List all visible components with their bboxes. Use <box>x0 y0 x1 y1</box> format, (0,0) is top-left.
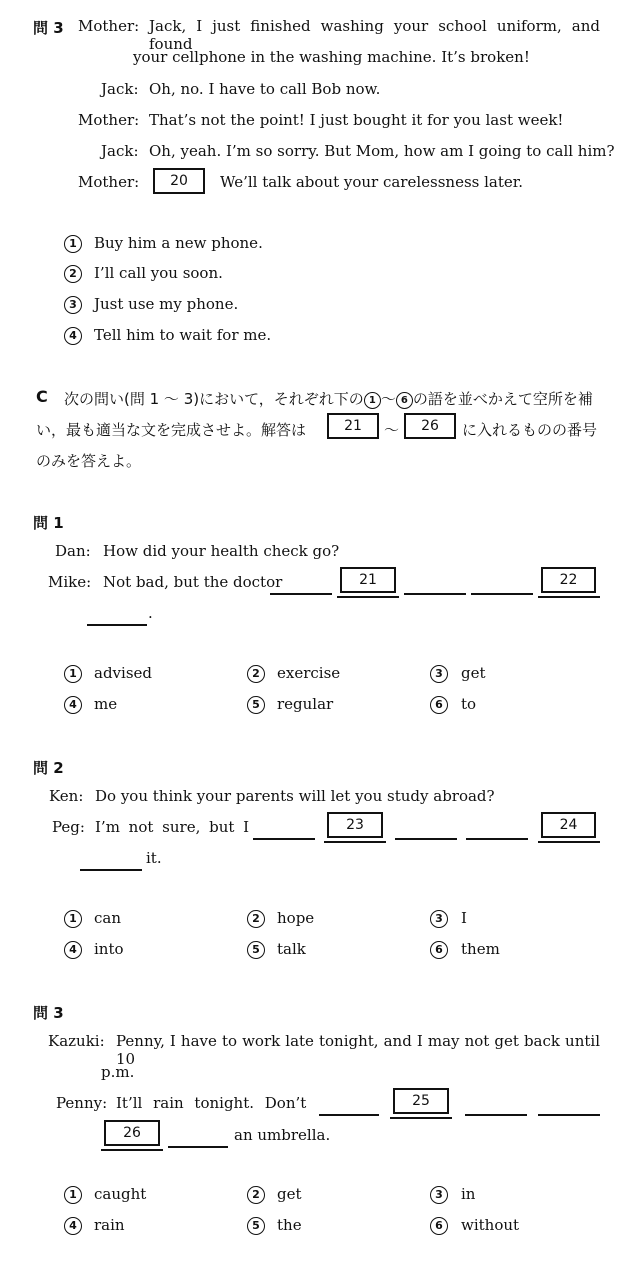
blank-line[interactable] <box>253 838 315 840</box>
dialogue-line: Oh, no. I have to call Bob now. <box>149 80 381 98</box>
option-number-4: 4 <box>64 1217 82 1235</box>
instruction-line: い，最も適当な文を完成させよ。解答は <box>36 421 307 439</box>
option-number-4: 4 <box>64 696 82 714</box>
blank-line[interactable] <box>404 593 466 595</box>
option-number-3: 3 <box>430 910 448 928</box>
option-text[interactable]: rain <box>94 1216 125 1234</box>
answer-box-24[interactable]: 24 <box>541 812 596 838</box>
blank-line[interactable] <box>395 838 457 840</box>
instruction-text: 次の問い(問 1 ～ 3)において，それぞれ下の <box>64 390 364 408</box>
blank-line[interactable] <box>80 869 142 871</box>
circled-number-1: 1 <box>364 392 381 409</box>
answer-box-26[interactable]: 26 <box>104 1120 160 1146</box>
option-text[interactable]: regular <box>277 695 334 713</box>
answer-box-21: 21 <box>327 413 379 439</box>
dialogue-line: I’m not sure, but I <box>95 818 250 836</box>
option-number-2: 2 <box>247 1186 265 1204</box>
option-number-2: 2 <box>247 910 265 928</box>
sentence-end: an umbrella. <box>234 1126 331 1144</box>
question-3-label: 問 3 <box>33 19 64 37</box>
answer-box-23[interactable]: 23 <box>327 812 383 838</box>
answer-box-20[interactable]: 20 <box>153 168 205 194</box>
speaker-peg: Peg: <box>52 818 85 836</box>
dialogue-line: It’ll rain tonight. Don’t <box>116 1094 307 1112</box>
answer-box-21[interactable]: 21 <box>340 567 396 593</box>
option-text[interactable]: without <box>461 1216 520 1234</box>
option-number-2: 2 <box>247 665 265 683</box>
blank-line[interactable] <box>538 1114 600 1116</box>
dialogue-line: How did your health check go? <box>103 542 340 560</box>
blank-line[interactable] <box>390 1117 452 1119</box>
option-text[interactable]: hope <box>277 909 315 927</box>
option-number-4: 4 <box>64 327 82 345</box>
question-2-label: 問 2 <box>33 759 64 777</box>
dialogue-line: We’ll talk about your carelessness later. <box>220 173 524 191</box>
blank-line[interactable] <box>87 624 147 626</box>
instruction-line: に入れるものの番号 <box>462 421 598 439</box>
sentence-end: it. <box>146 849 162 867</box>
option-number-3: 3 <box>64 296 82 314</box>
blank-line[interactable] <box>538 841 600 843</box>
question-1-label: 問 1 <box>33 514 64 532</box>
dialogue-line: Oh, yeah. I’m so sorry. But Mom, how am I going to call him? <box>149 142 615 160</box>
instruction-line <box>64 388 593 409</box>
answer-box-25[interactable]: 25 <box>393 1088 449 1114</box>
blank-line[interactable] <box>465 1114 527 1116</box>
option-text[interactable]: into <box>94 940 124 958</box>
option-number-6: 6 <box>430 941 448 959</box>
dialogue-line: Penny, I have to work late tonight, and I may not get back until 10 <box>116 1032 600 1068</box>
blank-line[interactable] <box>101 1149 163 1151</box>
option-number-3: 3 <box>430 1186 448 1204</box>
option-number-1: 1 <box>64 1186 82 1204</box>
option-text[interactable]: to <box>461 695 477 713</box>
blank-line[interactable] <box>466 838 528 840</box>
option-text[interactable]: me <box>94 695 118 713</box>
blank-line[interactable] <box>337 596 399 598</box>
option-number-5: 5 <box>247 696 265 714</box>
question-3-label: 問 3 <box>33 1004 64 1022</box>
option-text[interactable]: Tell him to wait for me. <box>94 326 272 344</box>
speaker-mike: Mike: <box>48 573 92 591</box>
speaker-jack: Jack: <box>101 142 139 160</box>
option-text[interactable]: the <box>277 1216 302 1234</box>
option-number-6: 6 <box>430 696 448 714</box>
answer-box-26: 26 <box>404 413 456 439</box>
option-number-3: 3 <box>430 665 448 683</box>
dialogue-line: your cellphone in the washing machine. It’s broken! <box>133 48 530 66</box>
blank-line[interactable] <box>471 593 533 595</box>
option-text[interactable]: advised <box>94 664 152 682</box>
speaker-kazuki: Kazuki: <box>48 1032 105 1050</box>
option-text[interactable]: caught <box>94 1185 147 1203</box>
option-text[interactable]: Buy him a new phone. <box>94 234 263 252</box>
option-number-1: 1 <box>64 665 82 683</box>
blank-line[interactable] <box>319 1114 379 1116</box>
speaker-penny: Penny: <box>56 1094 108 1112</box>
option-text[interactable]: Just use my phone. <box>94 295 239 313</box>
tilde: ～ <box>384 421 400 439</box>
instruction-text: の語を並べかえて空所を補 <box>412 390 593 408</box>
option-text[interactable]: them <box>461 940 500 958</box>
speaker-mother: Mother: <box>78 173 140 191</box>
speaker-ken: Ken: <box>49 787 84 805</box>
blank-line[interactable] <box>270 593 332 595</box>
dialogue-line: Do you think your parents will let you study abroad? <box>95 787 495 805</box>
option-number-1: 1 <box>64 235 82 253</box>
blank-line[interactable] <box>538 596 600 598</box>
option-text[interactable]: in <box>461 1185 476 1203</box>
answer-box-22[interactable]: 22 <box>541 567 596 593</box>
dialogue-line: Jack, I just finished washing your school uniform, and found <box>149 17 600 53</box>
option-number-1: 1 <box>64 910 82 928</box>
instruction-line: のみを答えよ。 <box>36 452 142 470</box>
circled-number-6: 6 <box>396 392 413 409</box>
option-text[interactable]: I <box>461 909 467 927</box>
option-number-5: 5 <box>247 1217 265 1235</box>
dialogue-line: That’s not the point! I just bought it for you last week! <box>149 111 564 129</box>
speaker-mother: Mother: <box>78 111 140 129</box>
sentence-end: . <box>148 604 153 622</box>
option-number-4: 4 <box>64 941 82 959</box>
option-number-5: 5 <box>247 941 265 959</box>
tilde: ～ <box>380 390 396 408</box>
option-text[interactable]: I’ll call you soon. <box>94 264 223 282</box>
option-text[interactable]: exercise <box>277 664 341 682</box>
dialogue-line: p.m. <box>101 1063 135 1081</box>
option-text[interactable]: get <box>461 664 486 682</box>
speaker-mother: Mother: <box>78 17 140 35</box>
section-c-label: C <box>36 387 48 406</box>
speaker-dan: Dan: <box>55 542 91 560</box>
option-text[interactable]: talk <box>277 940 306 958</box>
option-text[interactable]: get <box>277 1185 302 1203</box>
option-number-2: 2 <box>64 265 82 283</box>
blank-line[interactable] <box>324 841 386 843</box>
option-text[interactable]: can <box>94 909 122 927</box>
dialogue-line: Not bad, but the doctor <box>103 573 283 591</box>
blank-line[interactable] <box>168 1146 228 1148</box>
option-number-6: 6 <box>430 1217 448 1235</box>
speaker-jack: Jack: <box>101 80 139 98</box>
